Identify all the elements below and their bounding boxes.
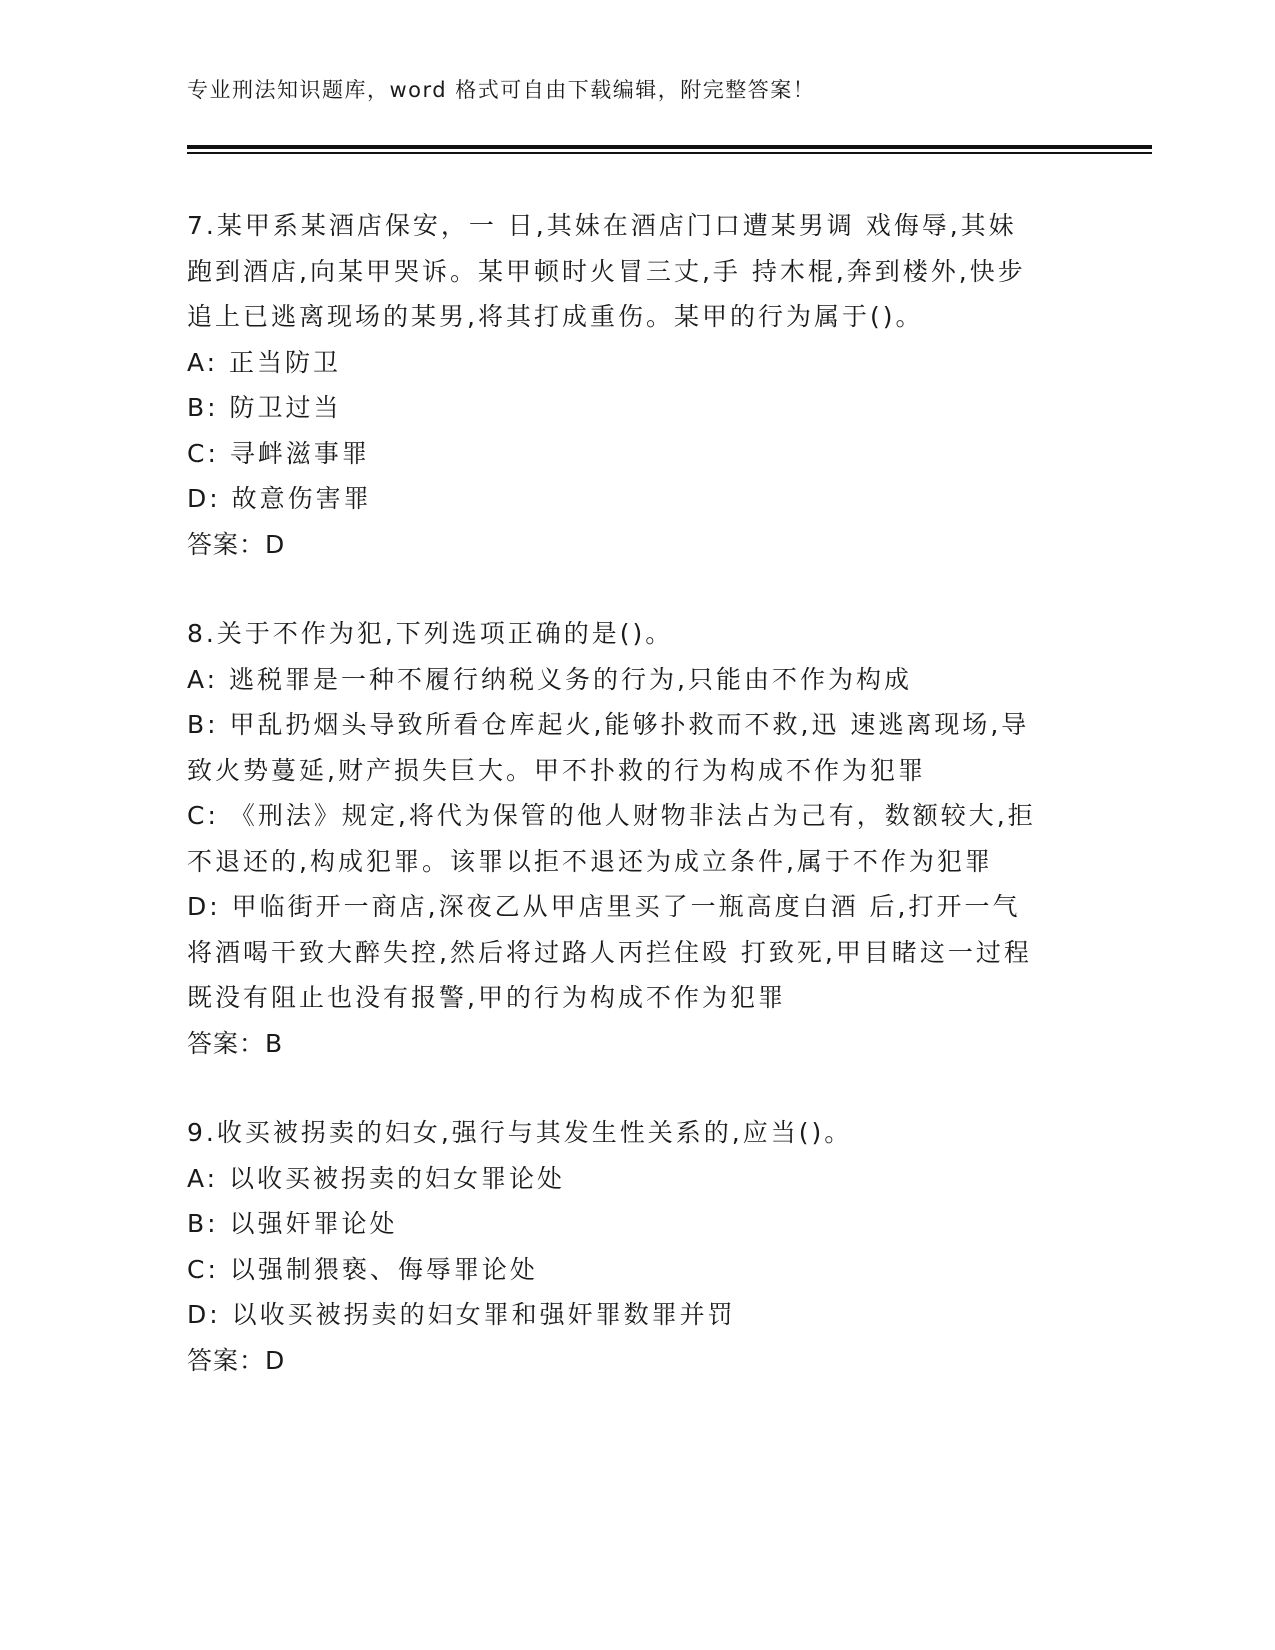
question-8 [187, 611, 1087, 1066]
question-stem-line: 9.收买被拐卖的妇女,强行与其发生性关系的,应当()。 [187, 1118, 853, 1147]
answer: 答案：D [187, 1345, 286, 1375]
option-b-continued: 致火势蔓延,财产损失巨大。甲不扑救的行为构成不作为犯罪 [187, 755, 926, 785]
option-d: D: 甲临街开一商店,深夜乙从甲店里买了一瓶高度白酒 后,打开一气 [187, 892, 1021, 921]
option-a: A: 正当防卫 [187, 347, 342, 377]
option-b: B: 甲乱扔烟头导致所看仓库起火,能够扑救而不救,迅 速逃离现场,导 [187, 710, 1030, 739]
option-d-continued: 既没有阻止也没有报警,甲的行为构成不作为犯罪 [187, 983, 786, 1012]
option-b: B: 以强奸罪论处 [187, 1209, 398, 1238]
option-b: B: 防卫过当 [187, 393, 342, 422]
question-stem-line: 追上已逃离现场的某男,将其打成重伤。某甲的行为属于()。 [187, 302, 924, 331]
option-d: D: 故意伤害罪 [187, 484, 372, 513]
answer: 答案：B [187, 1028, 284, 1058]
question-stem-line: 7.某甲系某酒店保安，一 日,其妹在酒店门口遭某男调 戏侮辱,其妹 [187, 211, 1017, 240]
option-a: A: 逃税罪是一种不履行纳税义务的行为,只能由不作为构成 [187, 664, 912, 694]
header-rule-thin [187, 152, 1152, 154]
option-a: A: 以收买被拐卖的妇女罪论处 [187, 1163, 566, 1193]
option-d: D: 以收买被拐卖的妇女罪和强奸罪数罪并罚 [187, 1300, 736, 1329]
option-c: C: 寻衅滋事罪 [187, 438, 370, 468]
option-c: C: 以强制猥亵、侮辱罪论处 [187, 1254, 538, 1284]
header-rule-thick [187, 145, 1152, 149]
question-stem-line: 8.关于不作为犯,下列选项正确的是()。 [187, 619, 674, 648]
page-header: 专业刑法知识题库，word 格式可自由下载编辑，附完整答案！ [187, 78, 816, 102]
answer: 答案：D [187, 529, 286, 559]
question-7 [187, 203, 1087, 567]
option-d-continued: 将酒喝干致大醉失控,然后将过路人丙拦住殴 打致死,甲目睹这一过程 [187, 937, 1032, 967]
option-c: C: 《刑法》规定,将代为保管的他人财物非法占为己有，数额较大,拒 [187, 801, 1036, 830]
question-9 [187, 1110, 1087, 1383]
option-c-continued: 不退还的,构成犯罪。该罪以拒不退还为成立条件,属于不作为犯罪 [187, 846, 993, 876]
question-stem-line: 跑到酒店,向某甲哭诉。某甲顿时火冒三丈,手 持木棍,奔到楼外,快步 [187, 256, 1026, 286]
question-list [187, 203, 1087, 1383]
